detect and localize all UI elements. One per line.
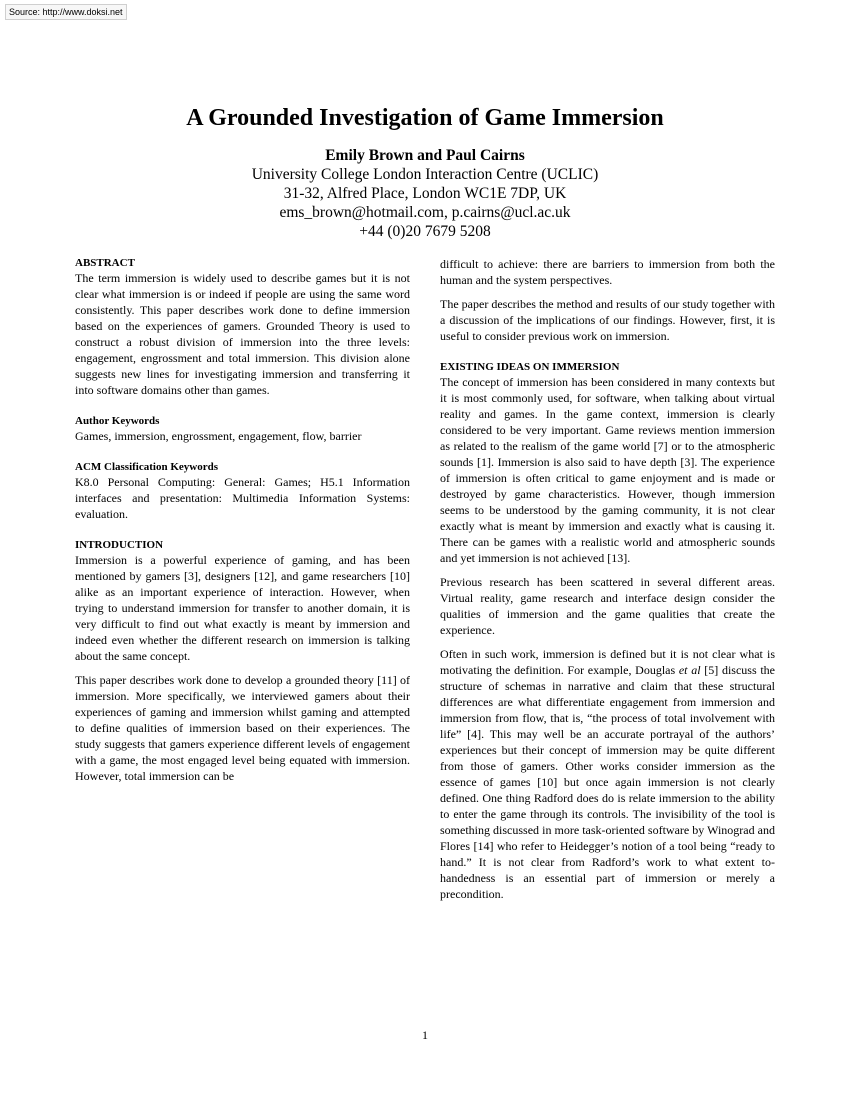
existing-ideas-section [440, 360, 775, 902]
author-block [0, 146, 850, 241]
source-link[interactable]: Source: http://www.doksi.net [9, 7, 123, 17]
introduction-heading: INTRODUCTION [75, 539, 164, 551]
existing-ideas-paragraph-2: Previous research has been scattered in several different areas. Virtual reality, game research and interface design consider the qualities of immersion and the game qualities that create the experience. [440, 575, 775, 637]
introduction-paragraph-1: Immersion is a powerful experience of gaming, and has been mentioned by gamers [3], designers [12], and game researchers [10] alike as an important experience of interaction. However, when trying to understand immersion for transfer to another domain, it is very difficult to find out what exactly is meant by immersion and indeed even whether the different research on immersion is talking about the same concept. [75, 553, 410, 663]
acm-text: K8.0 Personal Computing: General: Games; H5.1 Information interfaces and presentation: Multimedia Information Systems: evaluation. [75, 475, 410, 521]
p3-after: [5] discuss the structure of schemas in narrative and claim that these structural differences are what differentiate engagement from immersion and immersion from flow, that is, “the process of total involvement with life” [4]. This may well be an accurate portrayal of the authors’ experiences but their concept of immersion may be quite different from those of gamers. Other works consider immersion as the essence of games [10] but once again immersion is not clearly defined. One thing Radford does do is relate immersion to the ability to enter the game through its controls. The invisibility of the tool is something discussed in more task-oriented software by Winograd and Flores [14] who refer to Heidegger’s notion of a tool being “ready to hand.” It is not clear from Radford’s work to what extent to-handedness is an essential part of immersion or merely a precondition. [440, 663, 775, 901]
emails: ems_brown@hotmail.com, p.cairns@ucl.ac.uk [279, 204, 571, 221]
authors: Emily Brown and Paul Cairns [325, 147, 525, 164]
affiliation: University College London Interaction Centre (UCLIC) [251, 166, 599, 183]
introduction-section [75, 538, 410, 784]
p3-italic: et al [678, 663, 701, 677]
existing-ideas-paragraph-3 [440, 646, 775, 902]
keywords-heading: Author Keywords [75, 415, 160, 427]
keywords-section [75, 414, 410, 444]
p3-before: Often in such work, immersion is defined but it is not clear what is motivating the definition. For example, Douglas [440, 647, 775, 677]
page-number: 1 [422, 1028, 428, 1042]
keywords-text: Games, immersion, engrossment, engagement, flow, barrier [75, 429, 362, 443]
introduction-continued-2: The paper describes the method and results of our study together with a discussion of the implications of our findings. However, first, it is useful to consider previous work on immersion. [440, 297, 775, 343]
abstract-section [75, 256, 410, 398]
phone: +44 (0)20 7679 5208 [359, 223, 491, 240]
source-label [5, 4, 127, 20]
existing-ideas-paragraph-1: The concept of immersion has been considered in many contexts but it is most commonly used, for software, when talking about virtual reality and games. In the game context, immersion is clearly considered to be very important. Game reviews mention immersion as related to the realism of the game world [7] or to the atmospheric sounds [1]. Immersion is also said to have depth [3]. The experience of immersion is often critical to game enjoyment and is made or destroyed by game characteristics. However, though immersion seems to be understood by the gaming community, it is not clear exactly what is meant by immersion and exactly what is causing it. There can be games with a realistic world and atmospheric sounds and yet immersion is not achieved [13]. [440, 375, 775, 565]
introduction-continued-1: difficult to achieve: there are barriers to immersion from both the human and the system perspectives. [440, 257, 775, 287]
acm-heading: ACM Classification Keywords [75, 461, 218, 473]
address: 31-32, Alfred Place, London WC1E 7DP, UK [283, 185, 567, 202]
abstract-heading: ABSTRACT [75, 257, 135, 269]
right-column [440, 256, 775, 910]
introduction-paragraph-2: This paper describes work done to develop a grounded theory [11] of immersion. More specifically, we interviewed gamers about their experiences of gaming and immersion whilst gaming and attempted to define qualities of immersion based on their experiences. The study suggests that gamers experience different levels of engagement with a game, the most engaged level being equated with immersion. However, total immersion can be [75, 673, 410, 783]
paper-title: A Grounded Investigation of Game Immersion [186, 105, 664, 131]
existing-ideas-heading: EXISTING IDEAS ON IMMERSION [440, 361, 620, 373]
acm-section [75, 460, 410, 522]
abstract-text: The term immersion is widely used to describe games but it is not clear what immersion is or indeed if people are using the same word consistently. This paper describes work done to define immersion based on the experiences of gamers. Grounded Theory is used to construct a robust division of immersion into the three levels: engagement, engrossment and total immersion. This division alone suggests new lines for investigating immersion and transferring it into software domains other than games. [75, 271, 410, 397]
left-column [75, 256, 410, 792]
